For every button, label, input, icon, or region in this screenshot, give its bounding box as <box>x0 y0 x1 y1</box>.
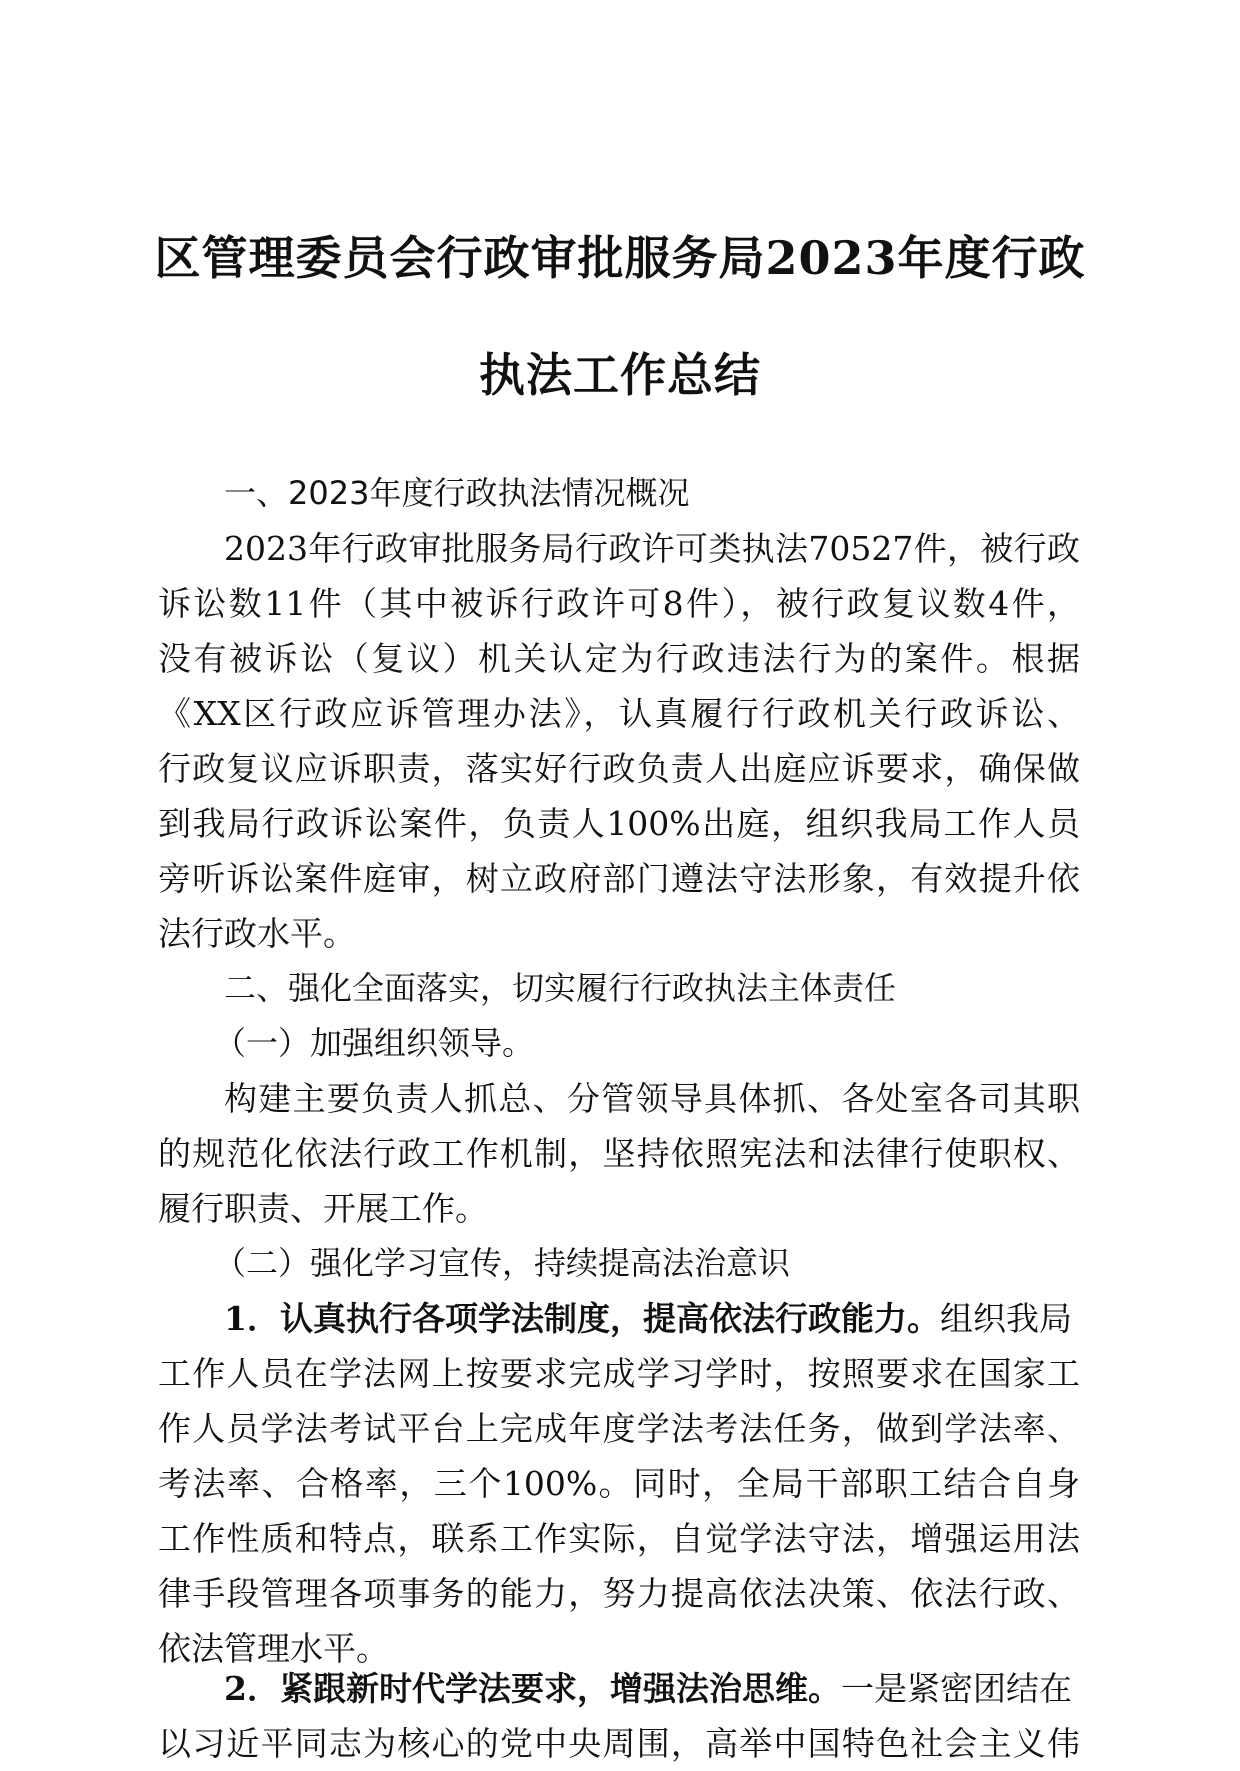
paragraph-line: 依法管理水平。 <box>158 1629 389 1668</box>
paragraph-line: 行政复议应诉职责，落实好行政负责人出庭应诉要求，确保做 <box>158 749 1080 788</box>
paragraph-line: 律手段管理各项事务的能力，努力提高依法决策、依法行政、 <box>158 1574 1080 1613</box>
item-2-first-line <box>158 1661 1080 1716</box>
item-1-first-line <box>158 1291 1080 1346</box>
paragraph-line: 构建主要负责人抓总、分管领导具体抓、各处室各司其职 <box>224 1079 1080 1118</box>
paragraph-line: 《XX区行政应诉管理办法》，认真履行行政机关行政诉讼、 <box>158 694 1080 733</box>
paragraph-line: 工作人员在学法网上按要求完成学习学时，按照要求在国家工 <box>158 1354 1080 1393</box>
paragraph-line: 法行政水平。 <box>158 914 356 953</box>
document-title-line-1: 区管理委员会行政审批服务局2023年度行政 <box>154 231 1086 285</box>
paragraph-line: 的规范化依法行政工作机制，坚持依照宪法和法律行使职权、 <box>158 1134 1080 1173</box>
document-title-line-2: 执法工作总结 <box>479 348 761 402</box>
paragraph-line: 履行职责、开展工作。 <box>158 1189 488 1228</box>
item-1-lead-rest: 组织我局 <box>939 1299 1072 1338</box>
item-2-lead-rest: 一是紧密团结在 <box>840 1669 1072 1708</box>
paragraph-line: 没有被诉讼（复议）机关认定为行政违法行为的案件。根据 <box>158 639 1080 678</box>
paragraph-line: 到我局行政诉讼案件，负责人100%出庭，组织我局工作人员 <box>158 804 1080 843</box>
item-1-bold-lead: 1．认真执行各项学法制度，提高依法行政能力。 <box>224 1299 940 1338</box>
paragraph-line: 以习近平同志为核心的党中央周围，高举中国特色社会主义伟 <box>158 1724 1080 1763</box>
paragraph-line: 考法率、合格率，三个100%。同时，全局干部职工结合自身 <box>158 1464 1080 1503</box>
item-2-bold-lead: 2．紧跟新时代学法要求，增强法治思维。 <box>224 1669 841 1708</box>
subsection-2-heading: （二）强化学习宣传，持续提高法治意识 <box>214 1244 791 1282</box>
paragraph-line: 2023年行政审批服务局行政许可类执法70527件，被行政 <box>224 529 1080 568</box>
paragraph-line: 作人员学法考试平台上完成年度学法考法任务，做到学法率、 <box>158 1409 1080 1448</box>
paragraph-line: 诉讼数11件（其中被诉行政许可8件），被行政复议数4件， <box>158 584 1080 623</box>
section-1-heading: 一、2023年度行政执法情况概况 <box>224 474 690 512</box>
paragraph-line: 工作性质和特点，联系工作实际，自觉学法守法，增强运用法 <box>158 1519 1080 1558</box>
subsection-1-heading: （一）加强组织领导。 <box>214 1024 535 1062</box>
section-2-heading: 二、强化全面落实，切实履行行政执法主体责任 <box>224 969 897 1007</box>
paragraph-line: 旁听诉讼案件庭审，树立政府部门遵法守法形象，有效提升依 <box>158 859 1080 898</box>
